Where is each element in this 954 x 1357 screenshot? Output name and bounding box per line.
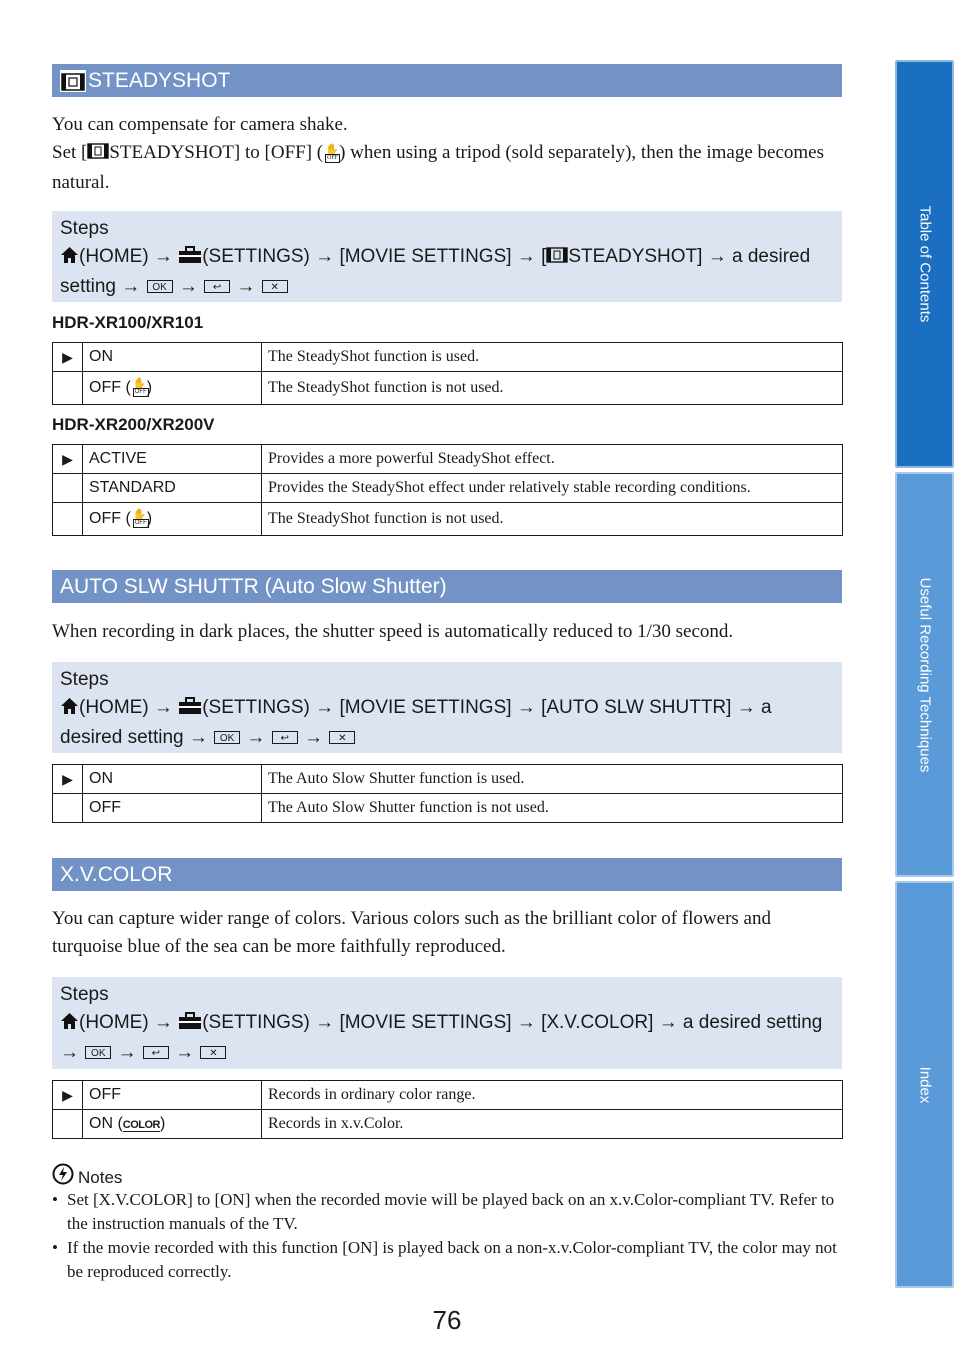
option-name: OFF ( ✋ OFF ) (83, 503, 262, 536)
close-icon: ✕ (329, 731, 355, 744)
steadyshot-off-icon: ✋ OFF (325, 143, 339, 161)
option-desc: The SteadyShot function is not used. (262, 503, 843, 536)
steadyshot-options-table-2 (52, 444, 843, 536)
table-row (53, 765, 843, 794)
film-icon (87, 141, 109, 169)
intro-line: You can compensate for camera shake. (52, 114, 348, 135)
model-heading: HDR-XR100/XR101 (52, 313, 204, 332)
option-name: OFF ( ✋ OFF ) (83, 372, 262, 405)
steps-path: (HOME) → (SETTINGS) → [MOVIE SETTINGS] → [AUTO SLW SHUTTR] → a desired setting → OK → ↩ → ✕ (60, 697, 772, 748)
option-desc: Provides a more powerful SteadyShot effect. (262, 445, 843, 474)
steps-path: (HOME) → (SETTINGS) → [MOVIE SETTINGS] → [ STEADYSHOT] → a desired setting → OK → ↩ → ✕ (60, 246, 811, 297)
model-heading: HDR-XR200/XR200V (52, 415, 215, 434)
tab-useful-recording-techniques[interactable] (895, 472, 954, 877)
option-name: STANDARD (83, 474, 262, 503)
section-header-auto-slw-shuttr (52, 570, 842, 603)
default-marker-icon (53, 372, 83, 405)
xvcolor-steps (52, 977, 842, 1069)
auto-slw-options-table (52, 764, 843, 823)
default-marker-icon: ▶ (53, 445, 83, 474)
steadyshot-intro (52, 111, 842, 197)
home-icon (60, 245, 79, 273)
auto-slw-intro: When recording in dark places, the shutter speed is automatically reduced to 1/30 second. (52, 621, 734, 642)
settings-toolbox-icon (178, 696, 202, 724)
section-header-steadyshot (52, 64, 842, 97)
section-title: X.V.COLOR (60, 863, 173, 886)
steadyshot-options-table-1 (52, 342, 843, 405)
table-row (53, 474, 843, 503)
section-title: AUTO SLW SHUTTR (Auto Slow Shutter) (60, 575, 447, 598)
xvcolor-intro: You can capture wider range of colors. Various colors such as the brilliant color of flowers and turquoise blue of the sea can be more faithfully reproduced. (52, 908, 771, 957)
default-marker-icon (53, 474, 83, 503)
default-marker-icon: ▶ (53, 765, 83, 794)
ok-button-icon: OK (85, 1046, 111, 1059)
option-desc: The Auto Slow Shutter function is used. (262, 765, 843, 794)
table-row (53, 503, 843, 536)
tab-label: Index (916, 1066, 933, 1103)
default-marker-icon (53, 503, 83, 536)
return-icon: ↩ (272, 731, 298, 744)
xvcolor-icon: COLOR (122, 1119, 161, 1131)
return-icon: ↩ (143, 1046, 169, 1059)
default-marker-icon (53, 1110, 83, 1139)
option-name: ON (COLOR) (83, 1110, 262, 1139)
steps-label: Steps (60, 984, 109, 1005)
option-name: OFF (83, 794, 262, 823)
section-header-xvcolor (52, 858, 842, 891)
option-desc: Records in x.v.Color. (262, 1110, 843, 1139)
ok-button-icon: OK (147, 280, 173, 293)
table-row (53, 445, 843, 474)
default-marker-icon: ▶ (53, 1081, 83, 1110)
ok-button-icon: OK (214, 731, 240, 744)
option-desc: The SteadyShot function is not used. (262, 372, 843, 405)
steadyshot-off-icon: ✋ OFF (132, 377, 147, 395)
page-number: 76 (432, 1305, 462, 1335)
steps-label: Steps (60, 218, 109, 239)
table-row (53, 343, 843, 372)
settings-toolbox-icon (178, 1011, 202, 1039)
steadyshot-off-icon: ✋ OFF (132, 508, 147, 526)
table-row (53, 794, 843, 823)
list-item: • Set [X.V.COLOR] to [ON] when the recorded movie will be played back on an x.v.Color-compliant TV. Refer to the instruction manuals of the TV. (52, 1188, 842, 1236)
tab-index[interactable] (895, 881, 954, 1288)
tab-label: Useful Recording Techniques (916, 577, 933, 772)
steps-label: Steps (60, 669, 109, 690)
option-desc: The SteadyShot function is used. (262, 343, 843, 372)
default-marker-icon: ▶ (53, 343, 83, 372)
close-icon: ✕ (262, 280, 288, 293)
option-name: ON (83, 765, 262, 794)
film-icon (546, 245, 568, 273)
section-title: STEADYSHOT (88, 69, 231, 92)
list-item: • If the movie recorded with this function [ON] is played back on a non-x.v.Color-compliant TV, the color may not be reproduced correctly. (52, 1236, 842, 1284)
table-row (53, 372, 843, 405)
notes-heading: Notes (52, 1163, 122, 1193)
settings-toolbox-icon (178, 245, 202, 273)
steadyshot-steps (52, 211, 842, 302)
default-marker-icon (53, 794, 83, 823)
tab-label: Table of Contents (916, 205, 933, 323)
steps-path: (HOME) → (SETTINGS) → [MOVIE SETTINGS] → [X.V.COLOR] → a desired setting → OK → ↩ → ✕ (60, 1012, 823, 1063)
auto-slw-steps (52, 662, 842, 753)
tab-table-of-contents[interactable] (895, 60, 954, 468)
home-icon (60, 696, 79, 724)
table-row (53, 1081, 843, 1110)
option-desc: Provides the SteadyShot effect under relatively stable recording conditions. (262, 474, 843, 503)
home-icon (60, 1011, 79, 1039)
option-name: ACTIVE (83, 445, 262, 474)
xvcolor-options-table (52, 1080, 843, 1139)
return-icon: ↩ (204, 280, 230, 293)
table-row (53, 1110, 843, 1139)
film-steadyshot-icon (60, 70, 86, 92)
option-name: ON (83, 343, 262, 372)
option-desc: The Auto Slow Shutter function is not used. (262, 794, 843, 823)
close-icon: ✕ (200, 1046, 226, 1059)
notes-list (52, 1188, 842, 1284)
option-name: OFF (83, 1081, 262, 1110)
option-desc: Records in ordinary color range. (262, 1081, 843, 1110)
intro-line: Set [ STEADYSHOT] to [OFF] ( ✋ OFF ) when using a tripod (sold separately), then the image becomes natural. (52, 142, 824, 193)
